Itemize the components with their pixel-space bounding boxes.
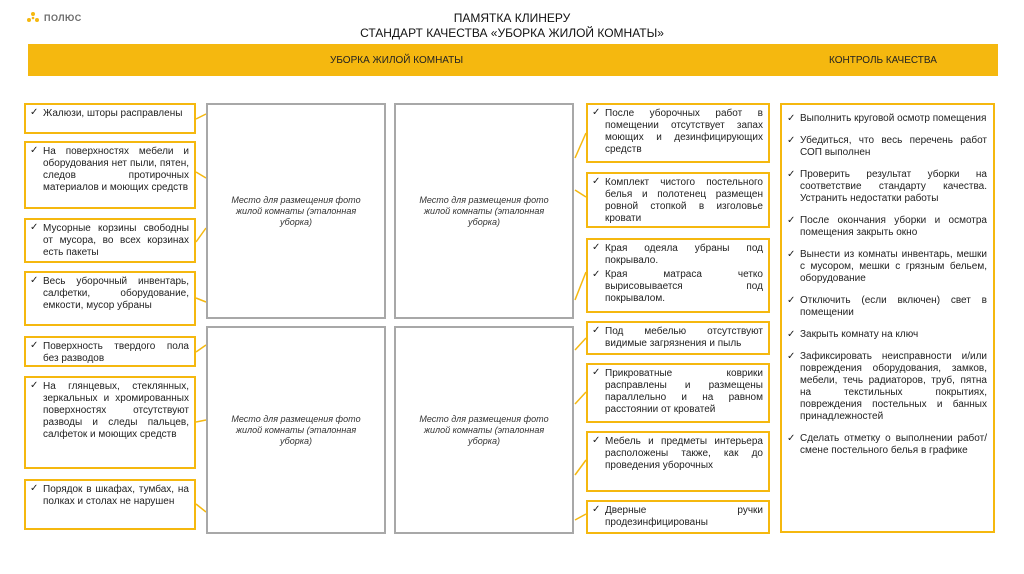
photo-placeholder [394,103,574,319]
photo-placeholder [394,326,574,534]
quality-item [787,433,987,457]
item-text-secondary-content: Края матраса четко вырисовывается под покрывалом. [605,269,763,304]
left-checklist-item [24,479,196,530]
check-icon: ✓ [787,135,796,146]
item-text-secondary [592,269,763,305]
item-text: Поверхность твердого пола без разводов [43,341,189,364]
banner-left-label: УБОРКА ЖИЛОЙ КОМНАТЫ [330,55,464,66]
quality-item [787,329,987,341]
item-text: Мебель и предметы интерьера расположены также, как до проведения уборочных [605,436,763,471]
left-checklist-item [24,141,196,209]
left-checklist-item [24,336,196,367]
item-text: На поверхностях мебели и оборудования нет пыли, пятен, следов протирочных материалов и моющих средств [43,146,189,193]
logo-text: ПОЛЮС [44,13,82,23]
photo-placeholder-text: Место для размещения фото жилой комнаты (эталонная уборка) [419,413,549,446]
photo-placeholder-text: Место для размещения фото жилой комнаты (эталонная уборка) [419,194,549,227]
quality-item-text: Отключить (если включен) свет в помещении [800,295,987,318]
item-text: Края одеяла убраны под покрывало. [605,243,763,266]
quality-item [787,295,987,319]
right-checklist-item [586,321,770,355]
photo-placeholder-text: Место для размещения фото жилой комнаты (эталонная уборка) [231,413,361,446]
right-checklist-item [586,103,770,163]
check-icon: ✓ [787,351,796,362]
quality-item-text: Вынести из комнаты инвентарь, мешки с мусором, мешки с грязным бельем, оборудование [800,249,987,284]
quality-item-text: После окончания уборки и осмотра помещения закрыть окно [800,215,987,238]
photo-placeholder [206,103,386,319]
quality-item-text: Сделать отметку о выполнении работ/смене постельного белья в графике [800,433,987,456]
left-checklist-item [24,218,196,263]
quality-item [787,169,987,205]
check-icon: ✓ [592,242,601,253]
photo-placeholder-text: Место для размещения фото жилой комнаты (эталонная уборка) [231,194,361,227]
title-line-1: ПАМЯТКА КЛИНЕРУ [453,11,571,25]
right-checklist-item [586,500,770,534]
check-icon: ✓ [787,215,796,226]
right-checklist-item [586,363,770,423]
check-icon: ✓ [787,169,796,180]
quality-item [787,351,987,423]
quality-item-text: Зафиксировать неисправности и/или повреждения оборудования, замков, мебели, течь радиаторов, труб, пятна на текстильных покрытиях, повреждения постельных и банных принадлежностей [800,351,987,422]
check-icon: ✓ [30,145,39,156]
check-icon: ✓ [787,295,796,306]
item-text: Жалюзи, шторы расправлены [43,108,183,119]
quality-item-text: Выполнить круговой осмотр помещения [800,113,987,124]
item-text: На глянцевых, стеклянных, зеркальных и хромированных поверхностях отсутствуют разводы и следы пальцев, салфеток и моющих средств [43,381,189,440]
check-icon: ✓ [592,107,601,118]
check-icon: ✓ [592,325,601,336]
left-checklist-item [24,271,196,326]
quality-item-text: Проверить результат уборки на соответствие стандарту качества. Устранить недостатки работы [800,169,987,204]
quality-item [787,249,987,285]
check-icon: ✓ [30,380,39,391]
check-icon: ✓ [787,249,796,260]
item-text: Мусорные корзины свободны от мусора, во всех корзинах есть пакеты [43,223,189,258]
left-checklist-item [24,376,196,469]
check-icon: ✓ [592,435,601,446]
item-text: Дверные ручки продезинфицированы [605,505,763,528]
photo-placeholder [206,326,386,534]
quality-item [787,215,987,239]
check-icon: ✓ [592,504,601,515]
item-text: После уборочных работ в помещении отсутствует запах моющих и дезинфицирующих средств [605,108,763,155]
check-icon: ✓ [30,275,39,286]
item-text: Порядок в шкафах, тумбах, на полках и столах не нарушен [43,484,189,507]
quality-item [787,135,987,159]
check-icon: ✓ [30,483,39,494]
left-checklist-item [24,103,196,134]
check-icon: ✓ [592,269,601,280]
right-checklist-item [586,172,770,228]
check-icon: ✓ [30,107,39,118]
check-icon: ✓ [592,367,601,378]
item-text: Весь уборочный инвентарь, салфетки, оборудование, емкости, мусор убраны [43,276,189,311]
check-icon: ✓ [787,329,796,340]
quality-item [787,113,987,125]
check-icon: ✓ [787,433,796,444]
title-line-2: СТАНДАРТ КАЧЕСТВА «УБОРКА ЖИЛОЙ КОМНАТЫ» [360,26,664,40]
item-text: Под мебелью отсутствуют видимые загрязнения и пыль [605,326,763,349]
right-checklist-item [586,431,770,492]
quality-item-text: Убедиться, что весь перечень работ СОП выполнен [800,135,987,158]
item-text: Комплект чистого постельного белья и полотенец размещен ровной стопкой в изголовье кровати [605,177,763,224]
item-text: Прикроватные коврики расправлены и размещены параллельно и на равном расстоянии от кроватей [605,368,763,415]
check-icon: ✓ [30,222,39,233]
check-icon: ✓ [30,340,39,351]
check-icon: ✓ [787,113,796,124]
quality-control-panel [780,103,995,533]
quality-item-text: Закрыть комнату на ключ [800,329,919,340]
banner-right-label: КОНТРОЛЬ КАЧЕСТВА [829,55,937,66]
right-checklist-item [586,238,770,313]
check-icon: ✓ [592,176,601,187]
